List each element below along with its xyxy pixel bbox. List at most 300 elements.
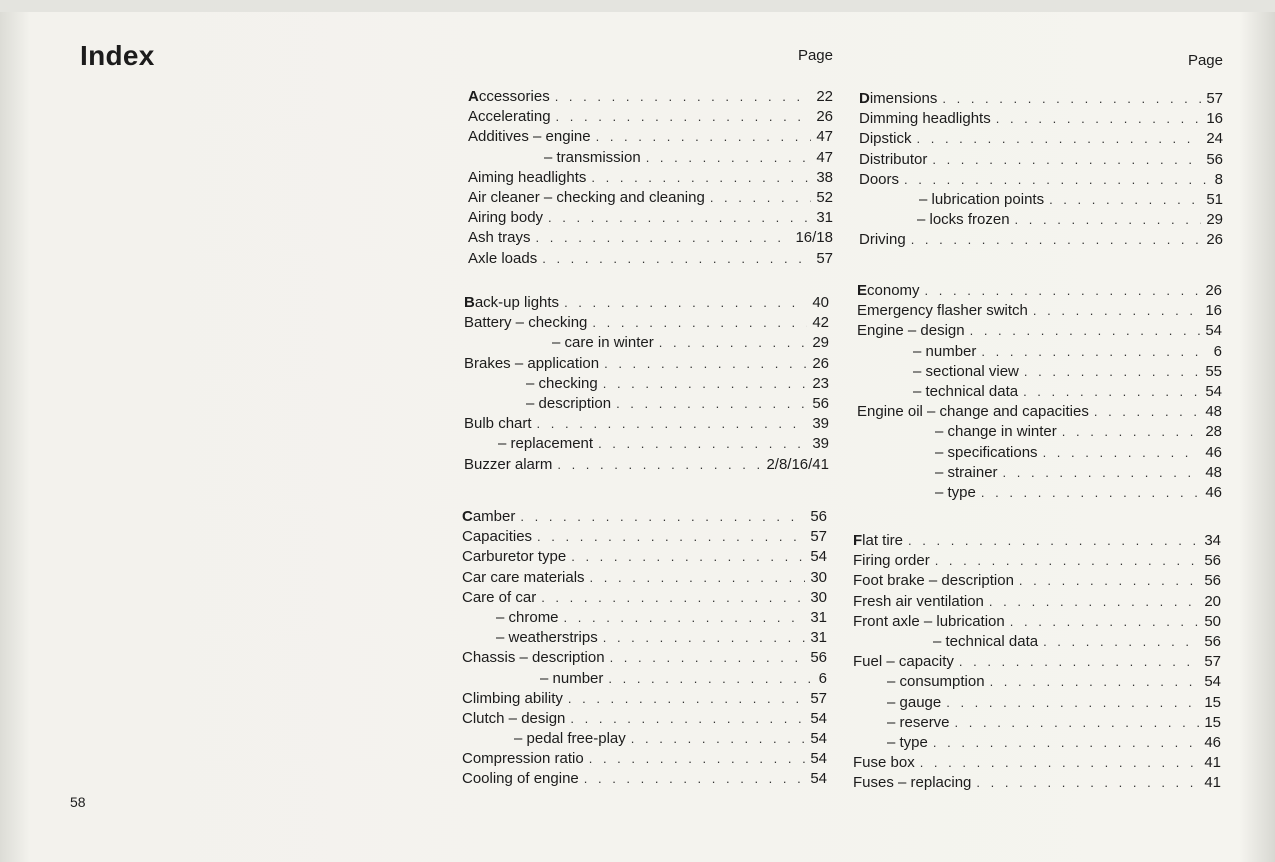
index-entry-page: 40 — [812, 294, 829, 311]
dot-leader — [989, 592, 1199, 612]
index-entry-term — [859, 89, 937, 109]
index-entry — [857, 321, 1222, 341]
index-entry-text: Accelerating — [468, 108, 551, 126]
dot-leader — [970, 321, 1201, 341]
dot-leader — [1024, 362, 1200, 382]
dot-leader — [1033, 301, 1200, 321]
page-number: 58 — [70, 794, 86, 810]
index-entry — [859, 170, 1223, 190]
index-entry-term — [462, 568, 585, 588]
index-entry-page: 48 — [1205, 403, 1222, 421]
dot-leader — [564, 608, 806, 628]
index-entry-term — [935, 422, 1057, 442]
index-entry-page: 15 — [1204, 693, 1221, 711]
index-entry-page: 39 — [812, 435, 829, 453]
index-entry-text: – transmission — [544, 148, 641, 166]
dot-leader — [598, 434, 807, 454]
index-entry — [857, 402, 1222, 422]
index-entry-page: 54 — [810, 770, 827, 788]
index-entry-term — [468, 228, 531, 248]
index-entry-text: Airing body — [468, 209, 544, 227]
index-entry-page: 20 — [1204, 592, 1221, 610]
index-entry-text: Fuel – capacity — [853, 653, 954, 671]
dot-leader — [646, 148, 812, 168]
dot-leader — [1003, 463, 1201, 483]
index-entry-text: Compression ratio — [462, 750, 584, 768]
index-group-b — [464, 293, 829, 475]
index-entry-page: 16 — [1205, 302, 1222, 320]
index-group-a — [468, 87, 833, 269]
index-entry — [462, 608, 827, 628]
index-entry — [857, 342, 1222, 362]
dot-leader — [603, 628, 806, 648]
index-entry-text: Fresh air ventilation — [853, 592, 984, 610]
dot-leader — [604, 354, 807, 374]
index-entry-page: 57 — [810, 528, 827, 546]
index-entry-page: 8 — [1214, 170, 1223, 188]
index-entry-text: – number — [913, 342, 977, 360]
index-entry-term — [859, 230, 906, 250]
index-entry-term — [919, 190, 1044, 210]
dot-leader — [942, 89, 1201, 109]
dot-leader — [542, 249, 811, 269]
dot-leader — [608, 669, 813, 689]
dot-leader — [592, 313, 807, 333]
index-entry — [857, 281, 1222, 301]
index-entry-term — [935, 483, 976, 503]
dot-leader — [933, 733, 1199, 753]
index-entry-text: – technical data — [913, 382, 1019, 400]
index-entry-page: 56 — [1206, 150, 1223, 168]
index-entry-term — [468, 127, 591, 147]
index-entry-term — [887, 693, 941, 713]
dot-leader — [1094, 402, 1200, 422]
index-entry-page: 56 — [810, 649, 827, 667]
index-entry-term — [552, 333, 654, 353]
index-entry-page: 56 — [1204, 552, 1221, 570]
index-entry-term — [857, 301, 1028, 321]
index-entry-text: – care in winter — [552, 334, 654, 352]
index-entry-text: conomy — [867, 282, 920, 299]
dot-leader — [631, 729, 806, 749]
index-entry-page: 56 — [1204, 572, 1221, 590]
dot-leader — [996, 109, 1202, 129]
index-entry-text: imensions — [869, 90, 938, 107]
index-entry — [853, 592, 1221, 612]
dot-leader — [908, 531, 1199, 551]
dot-leader — [603, 374, 808, 394]
index-entry-page: 56 — [810, 508, 827, 525]
index-entry-page: 31 — [816, 209, 833, 227]
index-entry-text: Brakes – application — [464, 354, 600, 372]
index-entry — [853, 733, 1221, 753]
index-entry — [464, 293, 829, 313]
index-entry-term — [853, 773, 971, 793]
index-entry — [462, 527, 827, 547]
index-entry-page: 6 — [818, 669, 827, 687]
index-entry — [462, 628, 827, 648]
index-entry-text: – checking — [526, 374, 598, 392]
index-entry-text: – change in winter — [935, 423, 1057, 441]
index-entry — [468, 148, 833, 168]
dot-leader — [556, 107, 812, 127]
index-entry-page: 29 — [1206, 211, 1223, 229]
index-entry-term — [462, 507, 515, 527]
index-entry-term — [526, 394, 611, 414]
index-entry — [468, 228, 833, 248]
index-entry-term — [935, 463, 998, 483]
index-section-letter: B — [464, 294, 475, 311]
index-entry-term — [464, 293, 559, 313]
index-entry-term — [935, 443, 1038, 463]
index-entry-text: Buzzer alarm — [464, 455, 553, 473]
dot-leader — [1023, 382, 1200, 402]
index-entry — [462, 547, 827, 567]
index-entry — [859, 190, 1223, 210]
index-entry-page: 54 — [810, 548, 827, 566]
index-entry — [464, 394, 829, 414]
index-entry-page: 52 — [816, 188, 833, 206]
index-entry — [464, 455, 829, 475]
index-entry-text: – number — [540, 669, 604, 687]
index-entry — [464, 434, 829, 454]
index-entry-term — [913, 342, 976, 362]
dot-leader — [557, 455, 761, 475]
dot-leader — [1019, 571, 1199, 591]
index-entry-term — [464, 354, 599, 374]
dot-leader — [537, 414, 808, 434]
index-entry-term — [462, 527, 532, 547]
index-entry — [857, 443, 1222, 463]
index-entry-term — [853, 551, 930, 571]
index-entry-term — [468, 188, 705, 208]
index-entry — [859, 150, 1223, 170]
index-entry — [859, 210, 1223, 230]
dot-leader — [981, 483, 1200, 503]
dot-leader — [946, 693, 1199, 713]
index-group-f — [853, 531, 1221, 793]
index-entry-text: Driving — [859, 231, 906, 249]
index-entry-text: – locks frozen — [917, 211, 1010, 229]
index-entry-term — [462, 547, 566, 567]
index-entry-text: amber — [472, 508, 516, 525]
dot-leader — [917, 129, 1202, 149]
index-entry — [464, 333, 829, 353]
index-entry — [853, 753, 1221, 773]
index-entry-page: 16/18 — [795, 229, 833, 247]
index-entry-term — [462, 588, 536, 608]
index-entry-term — [859, 150, 927, 170]
index-entry-page: 26 — [1205, 282, 1222, 299]
index-entry — [462, 648, 827, 668]
index-entry — [853, 652, 1221, 672]
index-entry-term — [917, 210, 1010, 230]
index-entry-page: 38 — [816, 168, 833, 186]
index-entry — [853, 531, 1221, 551]
index-entry-page: 55 — [1205, 362, 1222, 380]
index-group-d — [859, 89, 1223, 251]
index-entry-text: – technical data — [933, 632, 1039, 650]
index-entry-text: Fuse box — [853, 754, 915, 772]
dot-leader — [920, 753, 1200, 773]
index-entry-text: Foot brake – description — [853, 572, 1014, 590]
index-entry-text: Fuses – replacing — [853, 774, 972, 792]
dot-leader — [959, 652, 1199, 672]
index-entry-page: 54 — [1204, 673, 1221, 691]
index-entry-page: 57 — [1204, 653, 1221, 671]
index-entry-text: Car care materials — [462, 568, 585, 586]
index-entry-page: 30 — [810, 568, 827, 586]
dot-leader — [596, 127, 812, 147]
index-entry — [857, 362, 1222, 382]
index-entry-text: – description — [526, 394, 612, 412]
index-entry-page: 46 — [1205, 443, 1222, 461]
index-entry — [464, 354, 829, 374]
index-entry-term — [857, 281, 920, 301]
index-entry — [462, 588, 827, 608]
index-entry — [853, 571, 1221, 591]
index-entry-text: Engine oil – change and capacities — [857, 403, 1089, 421]
index-entry-text: Capacities — [462, 528, 533, 546]
dot-leader — [932, 150, 1201, 170]
dot-leader — [981, 342, 1208, 362]
index-entry-page: 54 — [810, 730, 827, 748]
index-entry-text: Firing order — [853, 552, 930, 570]
right-page-column-header: Page — [1187, 52, 1223, 69]
index-entry-text: – type — [935, 483, 976, 501]
index-entry — [857, 382, 1222, 402]
index-entry-page: 26 — [816, 108, 833, 126]
index-entry-text: – sectional view — [913, 362, 1019, 380]
index-entry-page: 54 — [1205, 322, 1222, 340]
index-entry — [853, 551, 1221, 571]
index-entry-term — [462, 709, 565, 729]
index-entry-page: 2/8/16/41 — [766, 455, 829, 473]
index-entry-term — [514, 729, 626, 749]
index-entry-text: – pedal free-play — [514, 730, 626, 748]
index-entry — [857, 301, 1222, 321]
index-entry — [464, 313, 829, 333]
index-entry-term — [496, 608, 559, 628]
dot-leader — [537, 527, 805, 547]
index-entry-term — [468, 107, 551, 127]
dot-leader — [589, 749, 806, 769]
index-group-e — [857, 281, 1222, 503]
index-entry-term — [468, 249, 537, 269]
dot-leader — [911, 230, 1202, 250]
index-entry-page: 22 — [816, 88, 833, 105]
index-entry-term — [462, 689, 563, 709]
dot-leader — [541, 588, 805, 608]
index-entry-text: ccessories — [478, 88, 550, 105]
index-entry-page: 26 — [812, 354, 829, 372]
index-entry-text: – consumption — [887, 673, 985, 691]
index-entry-text: Cooling of engine — [462, 770, 579, 788]
index-entry-text: Additives – engine — [468, 128, 591, 146]
index-entry — [462, 769, 827, 789]
dot-leader — [610, 648, 806, 668]
index-entry — [853, 612, 1221, 632]
index-entry-term — [913, 382, 1018, 402]
dot-leader — [976, 773, 1199, 793]
index-entry-text: Axle loads — [468, 249, 538, 267]
index-entry-text: – type — [887, 733, 928, 751]
index-entry-text: – strainer — [935, 463, 998, 481]
index-entry-text: Carburetor type — [462, 548, 567, 566]
index-entry — [853, 632, 1221, 652]
index-entry — [857, 483, 1222, 503]
index-section-letter: A — [468, 88, 479, 105]
index-entry-text: Dimming headlights — [859, 110, 991, 128]
dot-leader — [536, 228, 791, 248]
index-entry-text: Climbing ability — [462, 689, 563, 707]
index-entry — [462, 709, 827, 729]
index-entry-term — [464, 313, 587, 333]
index-entry-page: 16 — [1206, 110, 1223, 128]
index-entry-page: 50 — [1204, 612, 1221, 630]
index-entry — [857, 463, 1222, 483]
index-entry-text: Battery – checking — [464, 314, 588, 332]
index-entry-page: 28 — [1205, 423, 1222, 441]
index-entry-page: 56 — [1204, 632, 1221, 650]
index-entry-text: Ash trays — [468, 229, 531, 247]
dot-leader — [1062, 422, 1201, 442]
index-entry-text: Front axle – lubrication — [853, 612, 1005, 630]
index-entry-page: 42 — [812, 314, 829, 332]
dot-leader — [616, 394, 807, 414]
index-entry-page: 47 — [816, 128, 833, 146]
page-title: Index — [80, 40, 155, 71]
index-entry-text: – specifications — [935, 443, 1038, 461]
index-entry — [859, 230, 1223, 250]
left-index-column — [462, 0, 836, 862]
index-entry — [859, 89, 1223, 109]
index-entry-term — [859, 129, 912, 149]
index-entry-page: 6 — [1213, 342, 1222, 360]
index-section-letter: C — [462, 508, 473, 525]
dot-leader — [1010, 612, 1200, 632]
index-entry-text: Emergency flasher switch — [857, 302, 1028, 320]
index-entry-page: 26 — [1206, 231, 1223, 249]
index-entry-term — [498, 434, 593, 454]
index-entry-text: Care of car — [462, 588, 537, 606]
index-entry — [464, 414, 829, 434]
index-entry-page: 57 — [816, 249, 833, 267]
index-entry-term — [887, 672, 985, 692]
index-entry — [853, 713, 1221, 733]
index-entry-term — [468, 87, 550, 107]
index-entry — [468, 249, 833, 269]
dot-leader — [1015, 210, 1202, 230]
index-entry-text: Bulb chart — [464, 415, 532, 433]
index-entry-term — [468, 208, 543, 228]
index-entry-text: Clutch – design — [462, 709, 566, 727]
index-entry — [464, 374, 829, 394]
index-entry-text: – replacement — [498, 435, 594, 453]
index-entry-term — [853, 652, 954, 672]
index-entry — [853, 672, 1221, 692]
index-entry-term — [526, 374, 598, 394]
dot-leader — [955, 713, 1200, 733]
index-entry-term — [853, 753, 915, 773]
dot-leader — [659, 333, 808, 353]
index-entry-page: 15 — [1204, 713, 1221, 731]
index-entry-term — [544, 148, 641, 168]
index-entry-term — [887, 733, 928, 753]
index-section-letter: D — [859, 90, 870, 107]
dot-leader — [990, 672, 1200, 692]
index-entry — [468, 107, 833, 127]
index-entry-text: – weatherstrips — [496, 629, 598, 647]
dot-leader — [590, 568, 806, 588]
index-entry-page: 30 — [810, 588, 827, 606]
index-entry-page: 56 — [812, 394, 829, 412]
index-entry-term — [464, 414, 532, 434]
dot-leader — [571, 547, 805, 567]
index-entry — [857, 422, 1222, 442]
dot-leader — [935, 551, 1200, 571]
index-entry-page: 41 — [1204, 754, 1221, 772]
index-entry-page: 31 — [810, 629, 827, 647]
index-entry-text: lat tire — [862, 532, 904, 549]
index-entry-term — [496, 628, 598, 648]
index-entry-term — [462, 769, 579, 789]
index-entry-term — [859, 109, 991, 129]
index-entry-page: 34 — [1204, 532, 1221, 549]
dot-leader — [564, 293, 807, 313]
index-entry-term — [853, 531, 903, 551]
left-page-column-header: Page — [797, 47, 833, 64]
index-entry — [462, 729, 827, 749]
index-entry — [462, 669, 827, 689]
index-entry-term — [857, 321, 965, 341]
index-entry-term — [462, 648, 605, 668]
index-entry-term — [857, 402, 1089, 422]
index-entry-page: 57 — [810, 689, 827, 707]
index-entry — [468, 168, 833, 188]
index-entry — [859, 109, 1223, 129]
index-entry-page: 23 — [812, 374, 829, 392]
index-section-letter: F — [853, 532, 863, 549]
index-entry — [462, 749, 827, 769]
index-entry-text: ack-up lights — [474, 294, 560, 311]
index-entry-text: Chassis – description — [462, 649, 605, 667]
index-entry-term — [853, 592, 984, 612]
index-entry-term — [887, 713, 950, 733]
index-entry-page: 24 — [1206, 130, 1223, 148]
index-entry-page: 31 — [810, 608, 827, 626]
index-entry-page: 54 — [810, 709, 827, 727]
index-entry — [853, 773, 1221, 793]
index-entry-text: Aiming headlights — [468, 168, 587, 186]
dot-leader — [1043, 632, 1199, 652]
index-entry — [468, 208, 833, 228]
index-entry-page: 46 — [1205, 483, 1222, 501]
index-entry — [859, 129, 1223, 149]
index-entry-page: 41 — [1204, 774, 1221, 792]
dot-leader — [591, 168, 811, 188]
index-entry-text: – gauge — [887, 693, 942, 711]
index-entry-text: Air cleaner – checking and cleaning — [468, 188, 705, 206]
index-entry — [468, 188, 833, 208]
index-entry-term — [853, 571, 1014, 591]
index-entry-term — [913, 362, 1019, 382]
index-entry-page: 48 — [1205, 463, 1222, 481]
index-entry-term — [540, 669, 603, 689]
index-entry-page: 51 — [1206, 190, 1223, 208]
index-entry — [462, 507, 827, 527]
index-entry-text: Dipstick — [859, 130, 912, 148]
